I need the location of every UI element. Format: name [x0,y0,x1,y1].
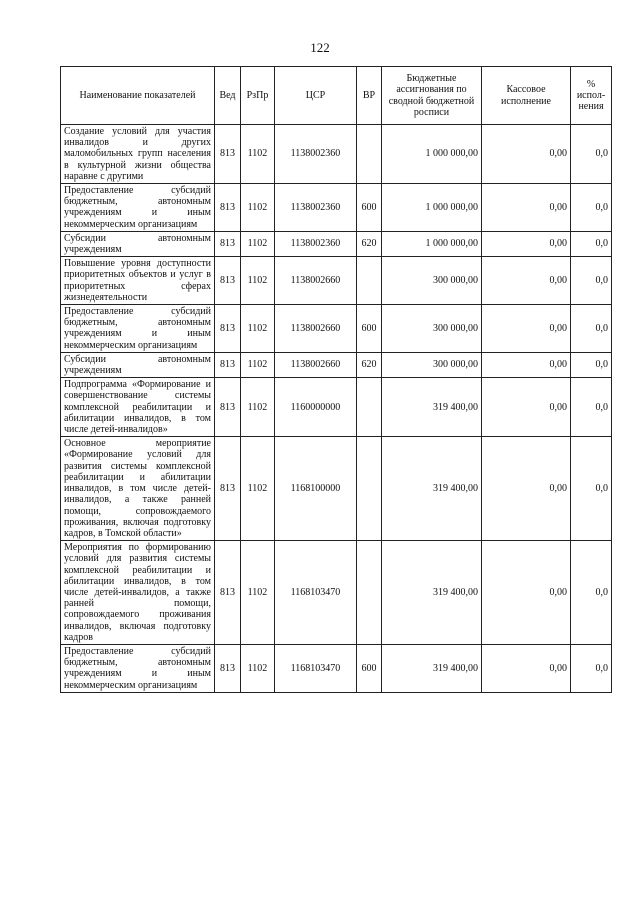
header-ved: Вед [215,67,241,125]
cell-csr: 1138002660 [275,257,357,305]
cell-csr: 1138002360 [275,231,357,256]
cell-csr: 1168103470 [275,541,357,645]
header-pct: % испол-нения [571,67,612,125]
cell-vr: 620 [357,352,382,377]
cell-vr: 600 [357,644,382,692]
cell-csr: 1168103470 [275,644,357,692]
table-row [61,437,612,541]
cell-cash: 0,00 [482,644,571,692]
cell-ved: 813 [215,437,241,541]
header-csr: ЦСР [275,67,357,125]
cell-vr: 600 [357,305,382,353]
cell-ved: 813 [215,184,241,232]
cell-name: Основное мероприятие «Формирование условий для развития системы комплексной реабилитации и абилитации инвалидов, в том числе детей-инвалидов, а также ранней помощи, сопровождаемого проживания, включая подготовку кадров, в Томской области» [61,437,215,541]
cell-ved: 813 [215,257,241,305]
cell-pct: 0,0 [571,437,612,541]
cell-budget: 319 400,00 [382,644,482,692]
table-body [61,125,612,693]
cell-vr: 620 [357,231,382,256]
table-row [61,257,612,305]
cell-cash: 0,00 [482,541,571,645]
cell-ved: 813 [215,541,241,645]
page-number: 122 [310,40,330,55]
cell-budget: 1 000 000,00 [382,125,482,184]
cell-cash: 0,00 [482,437,571,541]
cell-cash: 0,00 [482,305,571,353]
cell-ved: 813 [215,305,241,353]
cell-cash: 0,00 [482,257,571,305]
cell-rzpr: 1102 [241,644,275,692]
cell-csr: 1138002660 [275,305,357,353]
cell-name: Субсидии автономным учреждениям [61,231,215,256]
cell-rzpr: 1102 [241,257,275,305]
cell-rzpr: 1102 [241,541,275,645]
cell-budget: 1 000 000,00 [382,231,482,256]
cell-rzpr: 1102 [241,378,275,437]
header-name: Наименование показателей [61,67,215,125]
header-vr: ВР [357,67,382,125]
cell-pct: 0,0 [571,231,612,256]
cell-name: Подпрограмма «Формирование и совершенствование системы комплексной реабилитации и абилитации инвалидов, в том числе детей-инвалидов» [61,378,215,437]
cell-ved: 813 [215,644,241,692]
table-row [61,644,612,692]
cell-name: Предоставление субсидий бюджетным, автономным учреждениям и иным некоммерческим организациям [61,184,215,232]
cell-name: Повышение уровня доступности приоритетных объектов и услуг в приоритетных сферах жизнедеятельности [61,257,215,305]
cell-budget: 300 000,00 [382,352,482,377]
cell-pct: 0,0 [571,378,612,437]
table-row [61,231,612,256]
cell-vr: 600 [357,184,382,232]
cell-pct: 0,0 [571,184,612,232]
table-row [61,378,612,437]
cell-rzpr: 1102 [241,125,275,184]
cell-vr [357,437,382,541]
cell-ved: 813 [215,125,241,184]
cell-rzpr: 1102 [241,184,275,232]
cell-cash: 0,00 [482,125,571,184]
cell-pct: 0,0 [571,352,612,377]
cell-pct: 0,0 [571,305,612,353]
cell-csr: 1160000000 [275,378,357,437]
cell-csr: 1138002360 [275,125,357,184]
cell-pct: 0,0 [571,257,612,305]
cell-ved: 813 [215,231,241,256]
table-row [61,305,612,353]
table-row [61,352,612,377]
cell-vr [357,541,382,645]
cell-name: Субсидии автономным учреждениям [61,352,215,377]
cell-vr [357,125,382,184]
table-row [61,184,612,232]
budget-table [60,66,612,693]
cell-budget: 300 000,00 [382,305,482,353]
cell-budget: 300 000,00 [382,257,482,305]
cell-pct: 0,0 [571,125,612,184]
header-rzpr: РзПр [241,67,275,125]
header-budget: Бюджетные ассигнования по сводной бюджетной росписи [382,67,482,125]
cell-csr: 1138002360 [275,184,357,232]
cell-vr [357,257,382,305]
cell-rzpr: 1102 [241,231,275,256]
cell-budget: 319 400,00 [382,378,482,437]
cell-cash: 0,00 [482,231,571,256]
header-cash: Кассовое исполнение [482,67,571,125]
cell-pct: 0,0 [571,644,612,692]
cell-pct: 0,0 [571,541,612,645]
cell-rzpr: 1102 [241,437,275,541]
table-row [61,125,612,184]
cell-csr: 1138002660 [275,352,357,377]
cell-ved: 813 [215,352,241,377]
cell-budget: 319 400,00 [382,437,482,541]
cell-csr: 1168100000 [275,437,357,541]
cell-vr [357,378,382,437]
cell-name: Предоставление субсидий бюджетным, автономным учреждениям и иным некоммерческим организациям [61,644,215,692]
cell-cash: 0,00 [482,184,571,232]
cell-name: Предоставление субсидий бюджетным, автономным учреждениям и иным некоммерческим организациям [61,305,215,353]
table-row [61,541,612,645]
cell-cash: 0,00 [482,378,571,437]
cell-name: Мероприятия по формированию условий для развития системы комплексной реабилитации и абилитации инвалидов, в том числе детей-инвалидов, а также ранней помощи, сопровождаемого проживания инвалидов, включая подготовку кадров [61,541,215,645]
cell-budget: 319 400,00 [382,541,482,645]
cell-ved: 813 [215,378,241,437]
cell-name: Создание условий для участия инвалидов и других маломобильных групп населения в культурной жизни общества наравне с другими [61,125,215,184]
cell-cash: 0,00 [482,352,571,377]
cell-budget: 1 000 000,00 [382,184,482,232]
cell-rzpr: 1102 [241,352,275,377]
cell-rzpr: 1102 [241,305,275,353]
table-header [61,67,612,125]
